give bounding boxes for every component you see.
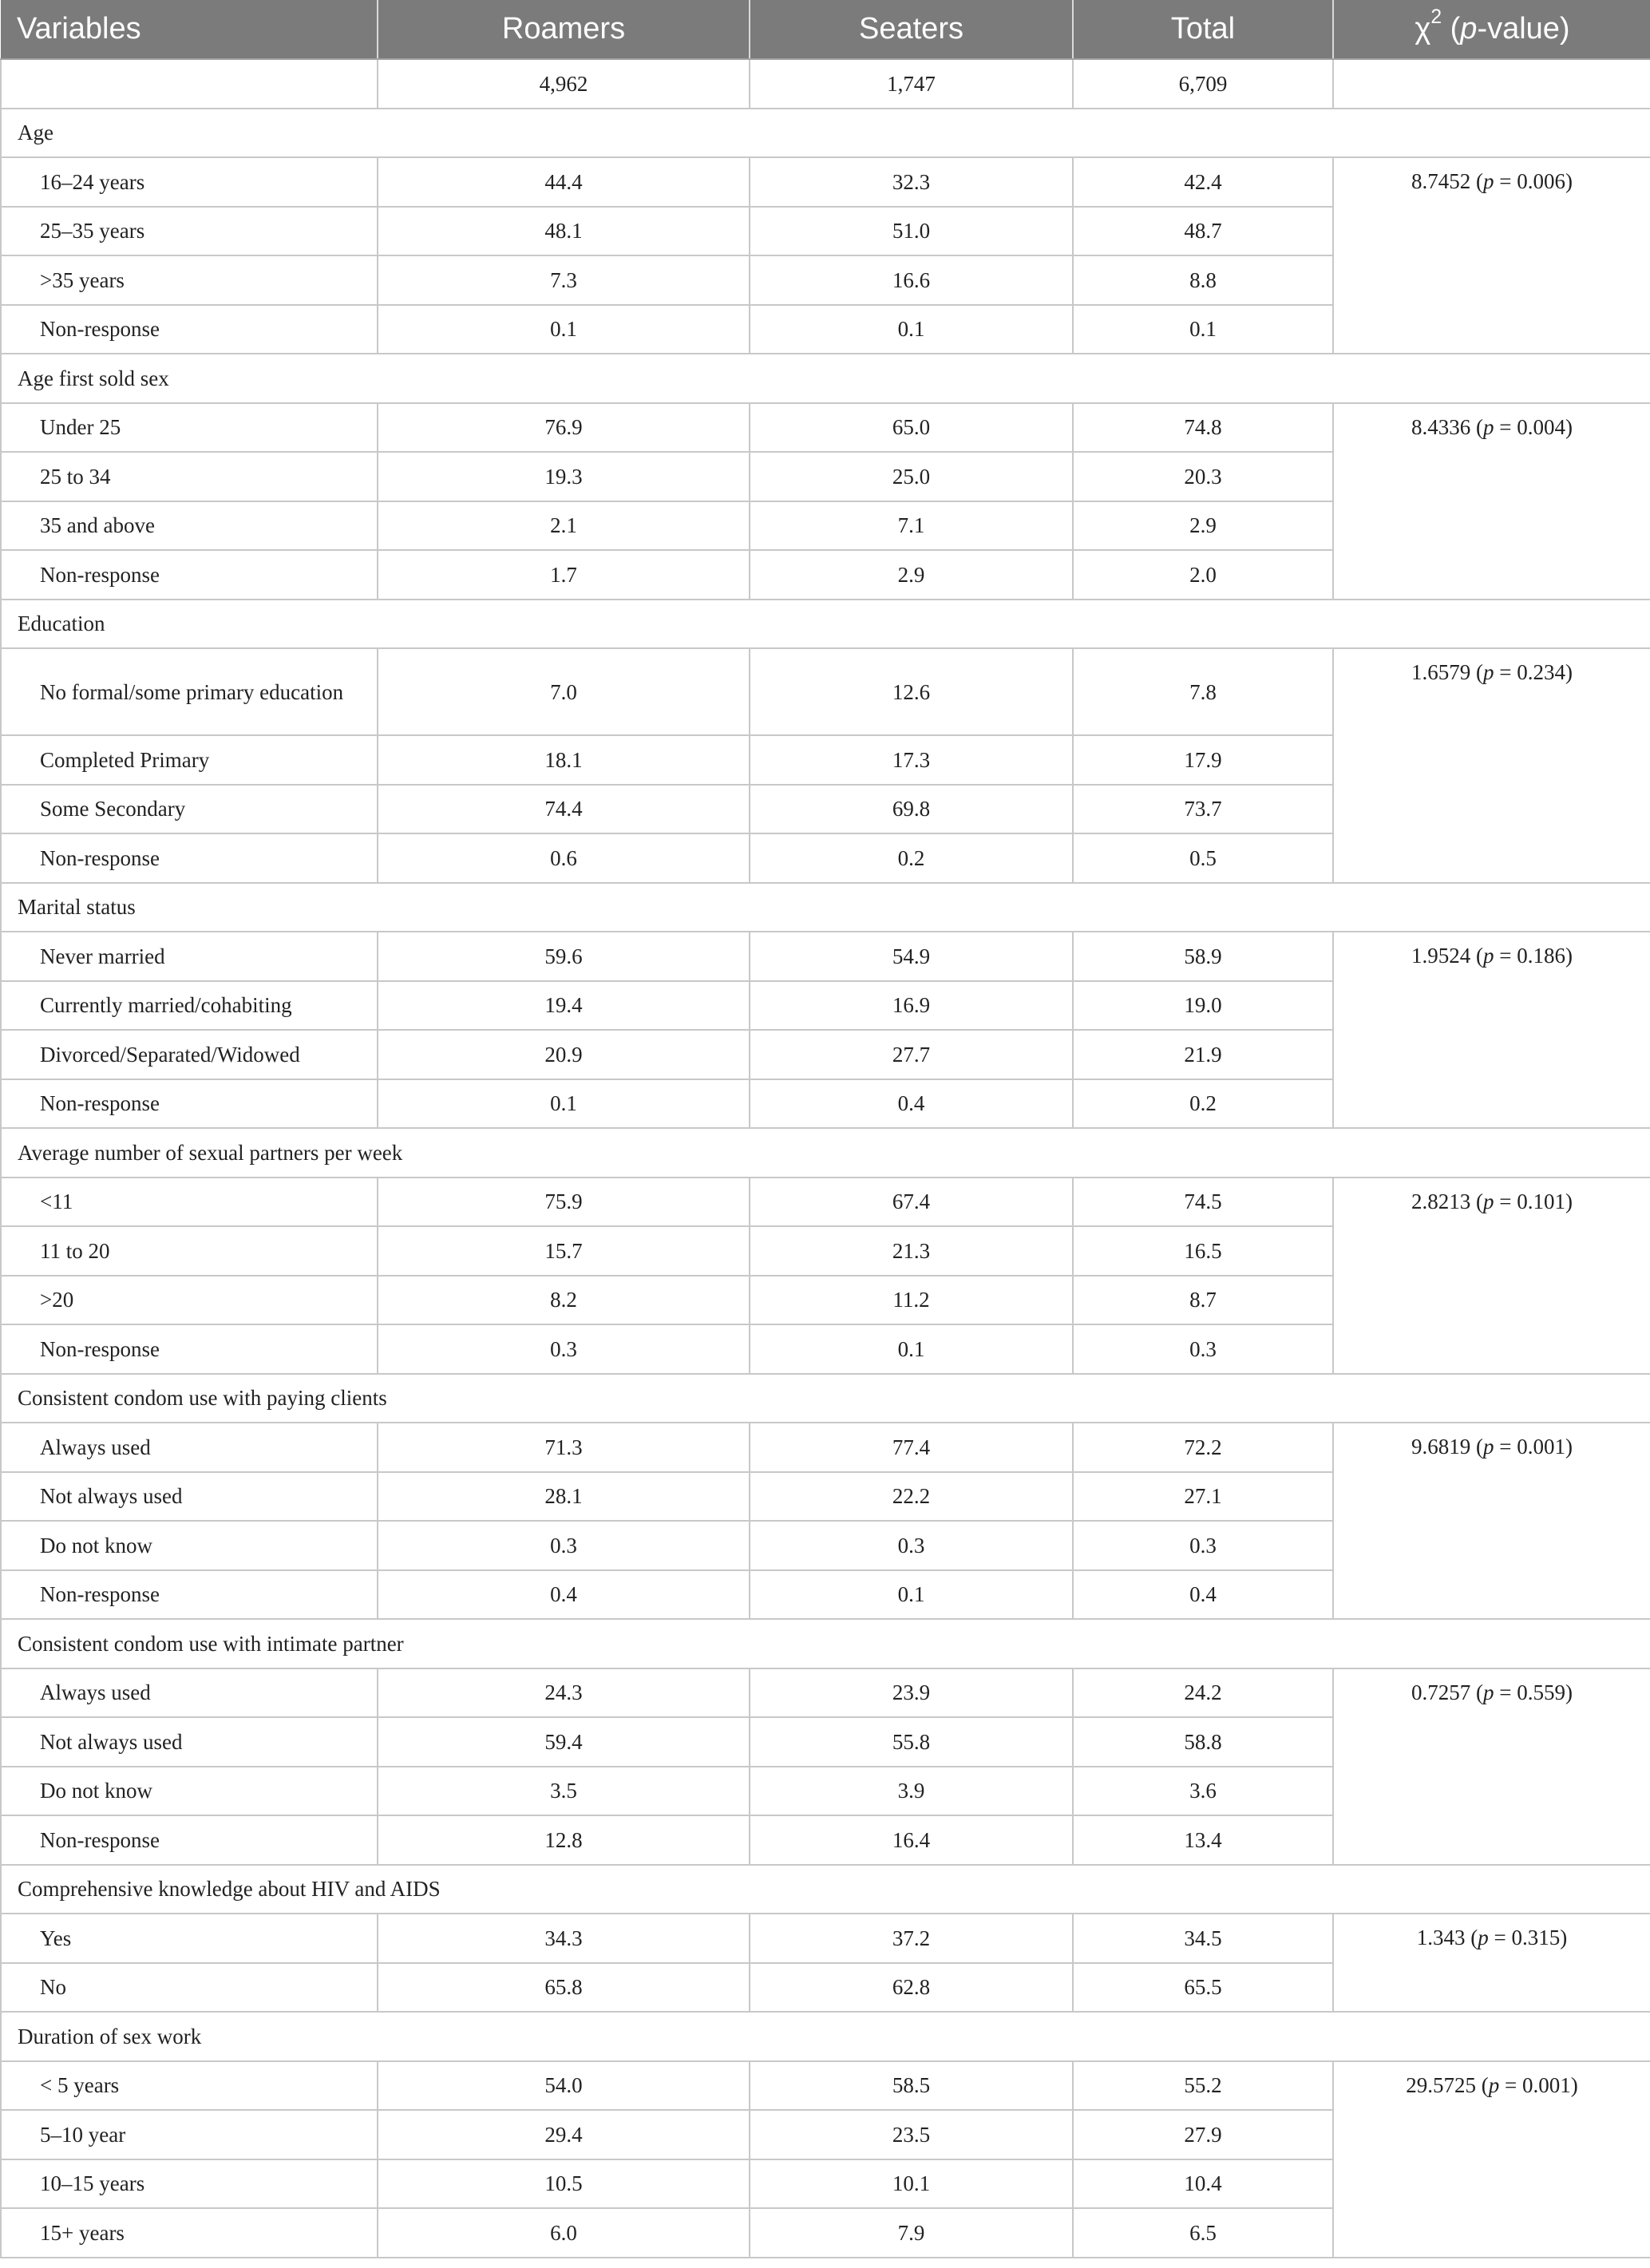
cell-roamers: 19.4 — [378, 981, 750, 1031]
cell-seaters: 12.6 — [750, 648, 1073, 735]
row-label: Never married — [1, 932, 378, 981]
cell-seaters: 22.2 — [750, 1472, 1073, 1522]
cell-roamers: 48.1 — [378, 207, 750, 256]
cell-total: 34.5 — [1073, 1914, 1333, 1963]
row-label: 11 to 20 — [1, 1226, 378, 1276]
p-symbol: p — [1483, 169, 1494, 193]
counts-chi — [1333, 59, 1650, 109]
cell-roamers: 74.4 — [378, 785, 750, 834]
cell-roamers: 75.9 — [378, 1178, 750, 1227]
cell-roamers: 12.8 — [378, 1815, 750, 1865]
cell-roamers: 6.0 — [378, 2208, 750, 2258]
chi-close: -value) — [1477, 12, 1570, 46]
section-title: Age — [1, 109, 1650, 158]
cell-seaters: 16.9 — [750, 981, 1073, 1031]
cell-seaters: 23.9 — [750, 1668, 1073, 1718]
row-label: Non-response — [1, 1570, 378, 1620]
cell-total: 8.7 — [1073, 1276, 1333, 1325]
header-roamers: Roamers — [378, 0, 750, 59]
table-row — [1, 1423, 1650, 1472]
row-label: >20 — [1, 1276, 378, 1325]
section-title: Age first sold sex — [1, 354, 1650, 403]
cell-seaters: 27.7 — [750, 1030, 1073, 1079]
cell-total: 73.7 — [1073, 785, 1333, 834]
header-row — [1, 0, 1650, 59]
cell-seaters: 25.0 — [750, 452, 1073, 501]
section-title: Consistent condom use with intimate partner — [1, 1619, 1650, 1668]
section-row — [1, 1374, 1650, 1423]
cell-total: 19.0 — [1073, 981, 1333, 1031]
table-body — [1, 59, 1650, 2258]
cell-roamers: 44.4 — [378, 157, 750, 207]
cell-roamers: 59.4 — [378, 1717, 750, 1767]
cell-seaters: 21.3 — [750, 1226, 1073, 1276]
cell-roamers: 54.0 — [378, 2061, 750, 2111]
cell-roamers: 8.2 — [378, 1276, 750, 1325]
row-label: 16–24 years — [1, 157, 378, 207]
chi-square-value: 1.9524 (p = 0.186) — [1333, 932, 1650, 1128]
row-label: 35 and above — [1, 501, 378, 551]
cell-total: 0.5 — [1073, 833, 1333, 883]
cell-seaters: 0.1 — [750, 1324, 1073, 1374]
row-label: Always used — [1, 1423, 378, 1472]
cell-roamers: 1.7 — [378, 550, 750, 600]
cell-roamers: 18.1 — [378, 735, 750, 785]
cell-seaters: 32.3 — [750, 157, 1073, 207]
cell-seaters: 0.1 — [750, 1570, 1073, 1620]
cell-seaters: 51.0 — [750, 207, 1073, 256]
chi-square-value: 0.7257 (p = 0.559) — [1333, 1668, 1650, 1865]
cell-total: 74.5 — [1073, 1178, 1333, 1227]
p-symbol: p — [1483, 1189, 1494, 1213]
row-label: 25 to 34 — [1, 452, 378, 501]
section-row — [1, 1128, 1650, 1178]
cell-total: 3.6 — [1073, 1767, 1333, 1816]
p-symbol: p — [1483, 1680, 1494, 1704]
p-symbol: p — [1483, 944, 1494, 968]
count-seaters: 1,747 — [750, 59, 1073, 109]
cell-seaters: 17.3 — [750, 735, 1073, 785]
row-label: Do not know — [1, 1521, 378, 1570]
row-label: <11 — [1, 1178, 378, 1227]
table-row — [1, 2061, 1650, 2111]
cell-total: 27.1 — [1073, 1472, 1333, 1522]
cell-seaters: 69.8 — [750, 785, 1073, 834]
row-label: Completed Primary — [1, 735, 378, 785]
table-row — [1, 648, 1650, 735]
chi-square-value: 8.4336 (p = 0.004) — [1333, 403, 1650, 600]
table-row — [1, 932, 1650, 981]
cell-seaters: 16.4 — [750, 1815, 1073, 1865]
section-title: Consistent condom use with paying clients — [1, 1374, 1650, 1423]
cell-total: 0.3 — [1073, 1521, 1333, 1570]
cell-roamers: 28.1 — [378, 1472, 750, 1522]
p-symbol: p — [1478, 1926, 1489, 1949]
cell-seaters: 67.4 — [750, 1178, 1073, 1227]
table-row — [1, 1668, 1650, 1718]
cell-roamers: 15.7 — [378, 1226, 750, 1276]
cell-total: 13.4 — [1073, 1815, 1333, 1865]
section-row — [1, 1619, 1650, 1668]
table-row — [1, 1914, 1650, 1963]
chi-symbol: χ — [1415, 12, 1431, 46]
table-header — [1, 0, 1650, 59]
section-row — [1, 109, 1650, 158]
cell-roamers: 0.3 — [378, 1324, 750, 1374]
cell-roamers: 0.4 — [378, 1570, 750, 1620]
p-symbol: p — [1483, 1435, 1494, 1459]
chi-square-value: 29.5725 (p = 0.001) — [1333, 2061, 1650, 2258]
row-label: Currently married/cohabiting — [1, 981, 378, 1031]
cell-seaters: 16.6 — [750, 255, 1073, 305]
cell-total: 16.5 — [1073, 1226, 1333, 1276]
cell-total: 58.8 — [1073, 1717, 1333, 1767]
row-label: Non-response — [1, 1815, 378, 1865]
section-title: Comprehensive knowledge about HIV and AIDS — [1, 1865, 1650, 1914]
row-label: Do not know — [1, 1767, 378, 1816]
cell-seaters: 10.1 — [750, 2159, 1073, 2209]
row-label: No formal/some primary education — [1, 648, 378, 735]
cell-seaters: 0.2 — [750, 833, 1073, 883]
cell-seaters: 0.4 — [750, 1079, 1073, 1129]
cell-roamers: 20.9 — [378, 1030, 750, 1079]
section-row — [1, 1865, 1650, 1914]
cell-seaters: 0.1 — [750, 305, 1073, 354]
section-title: Education — [1, 600, 1650, 649]
cell-total: 0.2 — [1073, 1079, 1333, 1129]
cell-roamers: 7.0 — [378, 648, 750, 735]
cell-total: 27.9 — [1073, 2110, 1333, 2159]
cell-total: 21.9 — [1073, 1030, 1333, 1079]
p-symbol: p — [1483, 660, 1494, 684]
row-label: Non-response — [1, 833, 378, 883]
row-label: < 5 years — [1, 2061, 378, 2111]
cell-roamers: 10.5 — [378, 2159, 750, 2209]
row-label: 5–10 year — [1, 2110, 378, 2159]
row-label: Under 25 — [1, 403, 378, 453]
section-row — [1, 354, 1650, 403]
header-seaters: Seaters — [750, 0, 1073, 59]
cell-seaters: 55.8 — [750, 1717, 1073, 1767]
header-variables: Variables — [1, 0, 378, 59]
cell-roamers: 2.1 — [378, 501, 750, 551]
section-title: Average number of sexual partners per week — [1, 1128, 1650, 1178]
cell-total: 24.2 — [1073, 1668, 1333, 1718]
header-chi-square — [1333, 0, 1650, 59]
row-label: Not always used — [1, 1472, 378, 1522]
cell-total: 65.5 — [1073, 1963, 1333, 2013]
section-title: Duration of sex work — [1, 2012, 1650, 2061]
cell-total: 0.3 — [1073, 1324, 1333, 1374]
chi-square-value: 8.7452 (p = 0.006) — [1333, 157, 1650, 354]
row-label: No — [1, 1963, 378, 2013]
chi-open: ( — [1442, 12, 1461, 46]
row-label: 15+ years — [1, 2208, 378, 2258]
cell-seaters: 65.0 — [750, 403, 1073, 453]
section-row — [1, 600, 1650, 649]
cell-roamers: 0.1 — [378, 305, 750, 354]
cell-total: 72.2 — [1073, 1423, 1333, 1472]
table-row — [1, 1178, 1650, 1227]
cell-total: 48.7 — [1073, 207, 1333, 256]
row-label: Non-response — [1, 550, 378, 600]
chi-square-value: 1.343 (p = 0.315) — [1333, 1914, 1650, 2012]
cell-seaters: 62.8 — [750, 1963, 1073, 2013]
p-symbol: p — [1483, 414, 1494, 439]
chi-square-value: 1.6579 (p = 0.234) — [1333, 648, 1650, 883]
cell-roamers: 59.6 — [378, 932, 750, 981]
cell-total: 20.3 — [1073, 452, 1333, 501]
row-label: Some Secondary — [1, 785, 378, 834]
cell-total: 55.2 — [1073, 2061, 1333, 2111]
cell-total: 8.8 — [1073, 255, 1333, 305]
cell-total: 7.8 — [1073, 648, 1333, 735]
chi-square-value: 9.6819 (p = 0.001) — [1333, 1423, 1650, 1619]
cell-seaters: 0.3 — [750, 1521, 1073, 1570]
chi-superscript: 2 — [1430, 6, 1442, 29]
table-row — [1, 403, 1650, 453]
section-row — [1, 883, 1650, 932]
cell-seaters: 23.5 — [750, 2110, 1073, 2159]
cell-total: 17.9 — [1073, 735, 1333, 785]
cell-total: 2.0 — [1073, 550, 1333, 600]
cell-total: 6.5 — [1073, 2208, 1333, 2258]
cell-seaters: 3.9 — [750, 1767, 1073, 1816]
row-label: Always used — [1, 1668, 378, 1718]
row-label: Divorced/Separated/Widowed — [1, 1030, 378, 1079]
row-label: Non-response — [1, 305, 378, 354]
p-symbol: p — [1488, 2072, 1500, 2097]
cell-roamers: 7.3 — [378, 255, 750, 305]
cell-seaters: 77.4 — [750, 1423, 1073, 1472]
row-label: Not always used — [1, 1717, 378, 1767]
cell-roamers: 71.3 — [378, 1423, 750, 1472]
cell-seaters: 54.9 — [750, 932, 1073, 981]
cell-total: 2.9 — [1073, 501, 1333, 551]
cell-seaters: 7.9 — [750, 2208, 1073, 2258]
cell-seaters: 2.9 — [750, 550, 1073, 600]
cell-total: 74.8 — [1073, 403, 1333, 453]
cell-total: 58.9 — [1073, 932, 1333, 981]
header-total: Total — [1073, 0, 1333, 59]
cell-total: 10.4 — [1073, 2159, 1333, 2209]
cell-seaters: 11.2 — [750, 1276, 1073, 1325]
cell-total: 0.1 — [1073, 305, 1333, 354]
cell-total: 42.4 — [1073, 157, 1333, 207]
chi-square-value: 2.8213 (p = 0.101) — [1333, 1178, 1650, 1374]
row-label: Non-response — [1, 1324, 378, 1374]
cell-roamers: 29.4 — [378, 2110, 750, 2159]
cell-roamers: 65.8 — [378, 1963, 750, 2013]
cell-roamers: 0.3 — [378, 1521, 750, 1570]
cell-roamers: 76.9 — [378, 403, 750, 453]
row-label: 10–15 years — [1, 2159, 378, 2209]
cell-roamers: 3.5 — [378, 1767, 750, 1816]
cell-roamers: 0.1 — [378, 1079, 750, 1129]
row-label: >35 years — [1, 255, 378, 305]
count-roamers: 4,962 — [378, 59, 750, 109]
cell-total: 0.4 — [1073, 1570, 1333, 1620]
cell-roamers: 19.3 — [378, 452, 750, 501]
cell-seaters: 58.5 — [750, 2061, 1073, 2111]
row-label: Yes — [1, 1914, 378, 1963]
cell-roamers: 0.6 — [378, 833, 750, 883]
cell-seaters: 7.1 — [750, 501, 1073, 551]
count-total: 6,709 — [1073, 59, 1333, 109]
section-row — [1, 2012, 1650, 2061]
cell-roamers: 34.3 — [378, 1914, 750, 1963]
chi-p: p — [1460, 12, 1478, 46]
cell-roamers: 24.3 — [378, 1668, 750, 1718]
row-label: Non-response — [1, 1079, 378, 1129]
cell-seaters: 37.2 — [750, 1914, 1073, 1963]
row-label: 25–35 years — [1, 207, 378, 256]
table-row — [1, 157, 1650, 207]
section-title: Marital status — [1, 883, 1650, 932]
counts-row — [1, 59, 1650, 109]
counts-label — [1, 59, 378, 109]
